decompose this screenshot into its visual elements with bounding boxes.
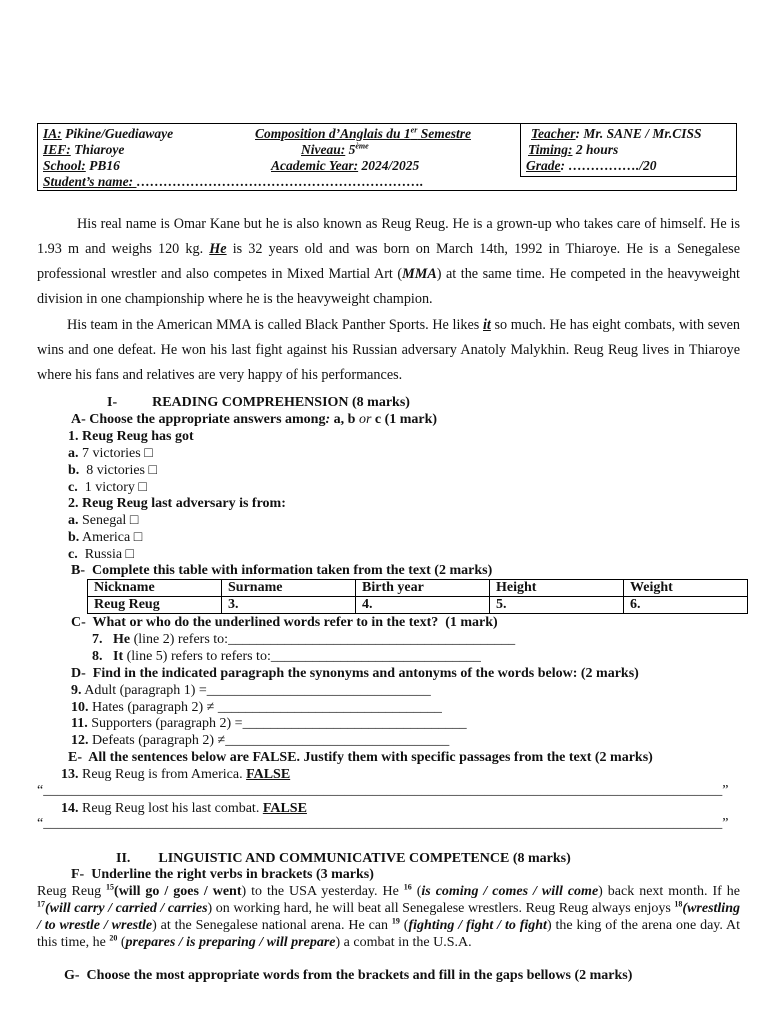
question-1: 1. Reug Reug has got	[68, 429, 194, 444]
question-14: 14. Reug Reug lost his last combat. FALSE	[61, 801, 307, 816]
q2-option-b: b. America □	[68, 530, 143, 545]
question-12: 12. Defeats (paragraph 2) ≠________________________________	[71, 733, 450, 748]
table-row	[88, 597, 748, 614]
table-header-cell: Weight	[624, 580, 748, 597]
academic-year-field: Academic Year: 2024/2025	[271, 158, 420, 173]
question-2: 2. Reug Reug last adversary is from:	[68, 496, 286, 511]
question-7: 7. He (line 2) refers to:_________________________________________	[92, 632, 516, 647]
q1-option-c: c. 1 victory □	[68, 480, 147, 495]
exercise-d-title: D- Find in the indicated paragraph the synonyms and antonyms of the words below: (2 marks)	[71, 666, 639, 681]
exercise-e-title: E- All the sentences below are FALSE. Justify them with specific passages from the text (2 marks)	[68, 750, 653, 765]
question-11: 11. Supporters (paragraph 2) =________________________________	[71, 716, 467, 731]
niveau-field: Niveau: 5ème	[301, 141, 369, 157]
timing-field: Timing: 2 hours	[528, 142, 619, 157]
table-header-cell: Birth year	[356, 580, 490, 597]
table-header-cell: Surname	[222, 580, 356, 597]
table-cell: Reug Reug	[88, 597, 222, 614]
grade-field: Grade: ……………./20	[526, 158, 657, 173]
table-header-row	[88, 580, 748, 597]
header-divider-vertical	[520, 124, 521, 176]
q2-option-c: c. Russia □	[68, 547, 135, 562]
exercise-b-title: B- Complete this table with information taken from the text (2 marks)	[71, 563, 493, 578]
q13-answer-line[interactable]: “_________________________________________________________________________________________________”	[37, 783, 729, 798]
table-cell[interactable]: 3.	[222, 597, 356, 614]
question-9: 9. Adult (paragraph 1) =________________________________	[71, 683, 431, 698]
composition-title: Composition d’Anglais du 1er Semestre	[255, 125, 471, 141]
text-paragraph-2: His team in the American MMA is called Black Panther Sports. He likes it so much. He has eight combats, with seven wins and one defeat. He won his last fight against his Russian adversary Anatoly Malykhin. Reug Reug lives in Thiaroye where his fans and relatives are very happy of his performances.	[37, 317, 741, 383]
ia-field: IA: Pikine/Guediawaye	[43, 126, 174, 141]
table-cell[interactable]: 6.	[624, 597, 748, 614]
question-8: 8. It (line 5) refers to refers to:______________________________	[92, 649, 481, 664]
question-13: 13. Reug Reug is from America. FALSE	[61, 767, 291, 782]
exercise-c-title: C- What or who do the underlined words refer to in the text? (1 mark)	[71, 615, 498, 630]
question-10: 10. Hates (paragraph 2) ≠ ________________________________	[71, 700, 442, 715]
table-cell[interactable]: 5.	[490, 597, 624, 614]
info-table	[87, 579, 748, 614]
table-cell[interactable]: 4.	[356, 597, 490, 614]
q1-option-b: b. 8 victories □	[68, 463, 157, 478]
exercise-a-title: A- Choose the appropriate answers among: a, b or c (1 mark)	[71, 412, 438, 427]
grammar-paragraph: Reug Reug $^{15}$(will go / goes / went) to the USA yesterday. He $^{16}$ (is coming / comes / will come) back next month. If he $^{17}$(will carry / carried / carries) on working hard, he will beat all Senegalese wrestlers. Reug Reug always enjoys $^{18}$(wrestling / to wrestle / wrestle) at the Senegalese national arena. He can $^{19}$ (fighting / fight / to fight) the king of the arena one day. At this time, he $^{20}$ (prepares / is preparing / will prepare) a combat in the U.S.A.	[37, 882, 741, 950]
exercise-g-title: G- Choose the most appropriate words from the brackets and fill in the gaps bellows (2 marks)	[64, 968, 633, 983]
text-paragraph-1: His real name is Omar Kane but he is also known as Reug Reug. He is a grown-up who takes care of himself. He is 1.93 m and weighs 120 kg. He is 32 years old and was born on March 14th, 1992 in Thiaroye. He is a Senegalese professional wrestler and also competes in Mixed Martial Art (MMA) at the same time. He competed in the heavyweight division in one championship where he is the heavyweight champion.	[37, 216, 740, 307]
exam-header-box	[37, 123, 737, 191]
section-1-title: I- READING COMPREHENSION (8 marks)	[107, 395, 410, 410]
ief-field: IEF: Thiaroye	[43, 142, 125, 157]
q14-answer-line[interactable]: “_________________________________________________________________________________________________”	[37, 816, 729, 831]
table-header-cell: Nickname	[88, 580, 222, 597]
q1-option-a: a. 7 victories □	[68, 446, 153, 461]
header-divider-horizontal	[520, 176, 736, 177]
school-field: School: PB16	[43, 158, 120, 173]
q2-option-a: a. Senegal □	[68, 513, 139, 528]
exercise-f-title: F- Underline the right verbs in brackets (3 marks)	[71, 867, 374, 882]
section-2-title: II. LINGUISTIC AND COMMUNICATIVE COMPETENCE (8 marks)	[116, 851, 571, 866]
student-name-field: Student’s name: ……………………………………………………….	[43, 174, 424, 189]
table-header-cell: Height	[490, 580, 624, 597]
teacher-field: Teacher: Mr. SANE / Mr.CISS	[531, 126, 702, 141]
